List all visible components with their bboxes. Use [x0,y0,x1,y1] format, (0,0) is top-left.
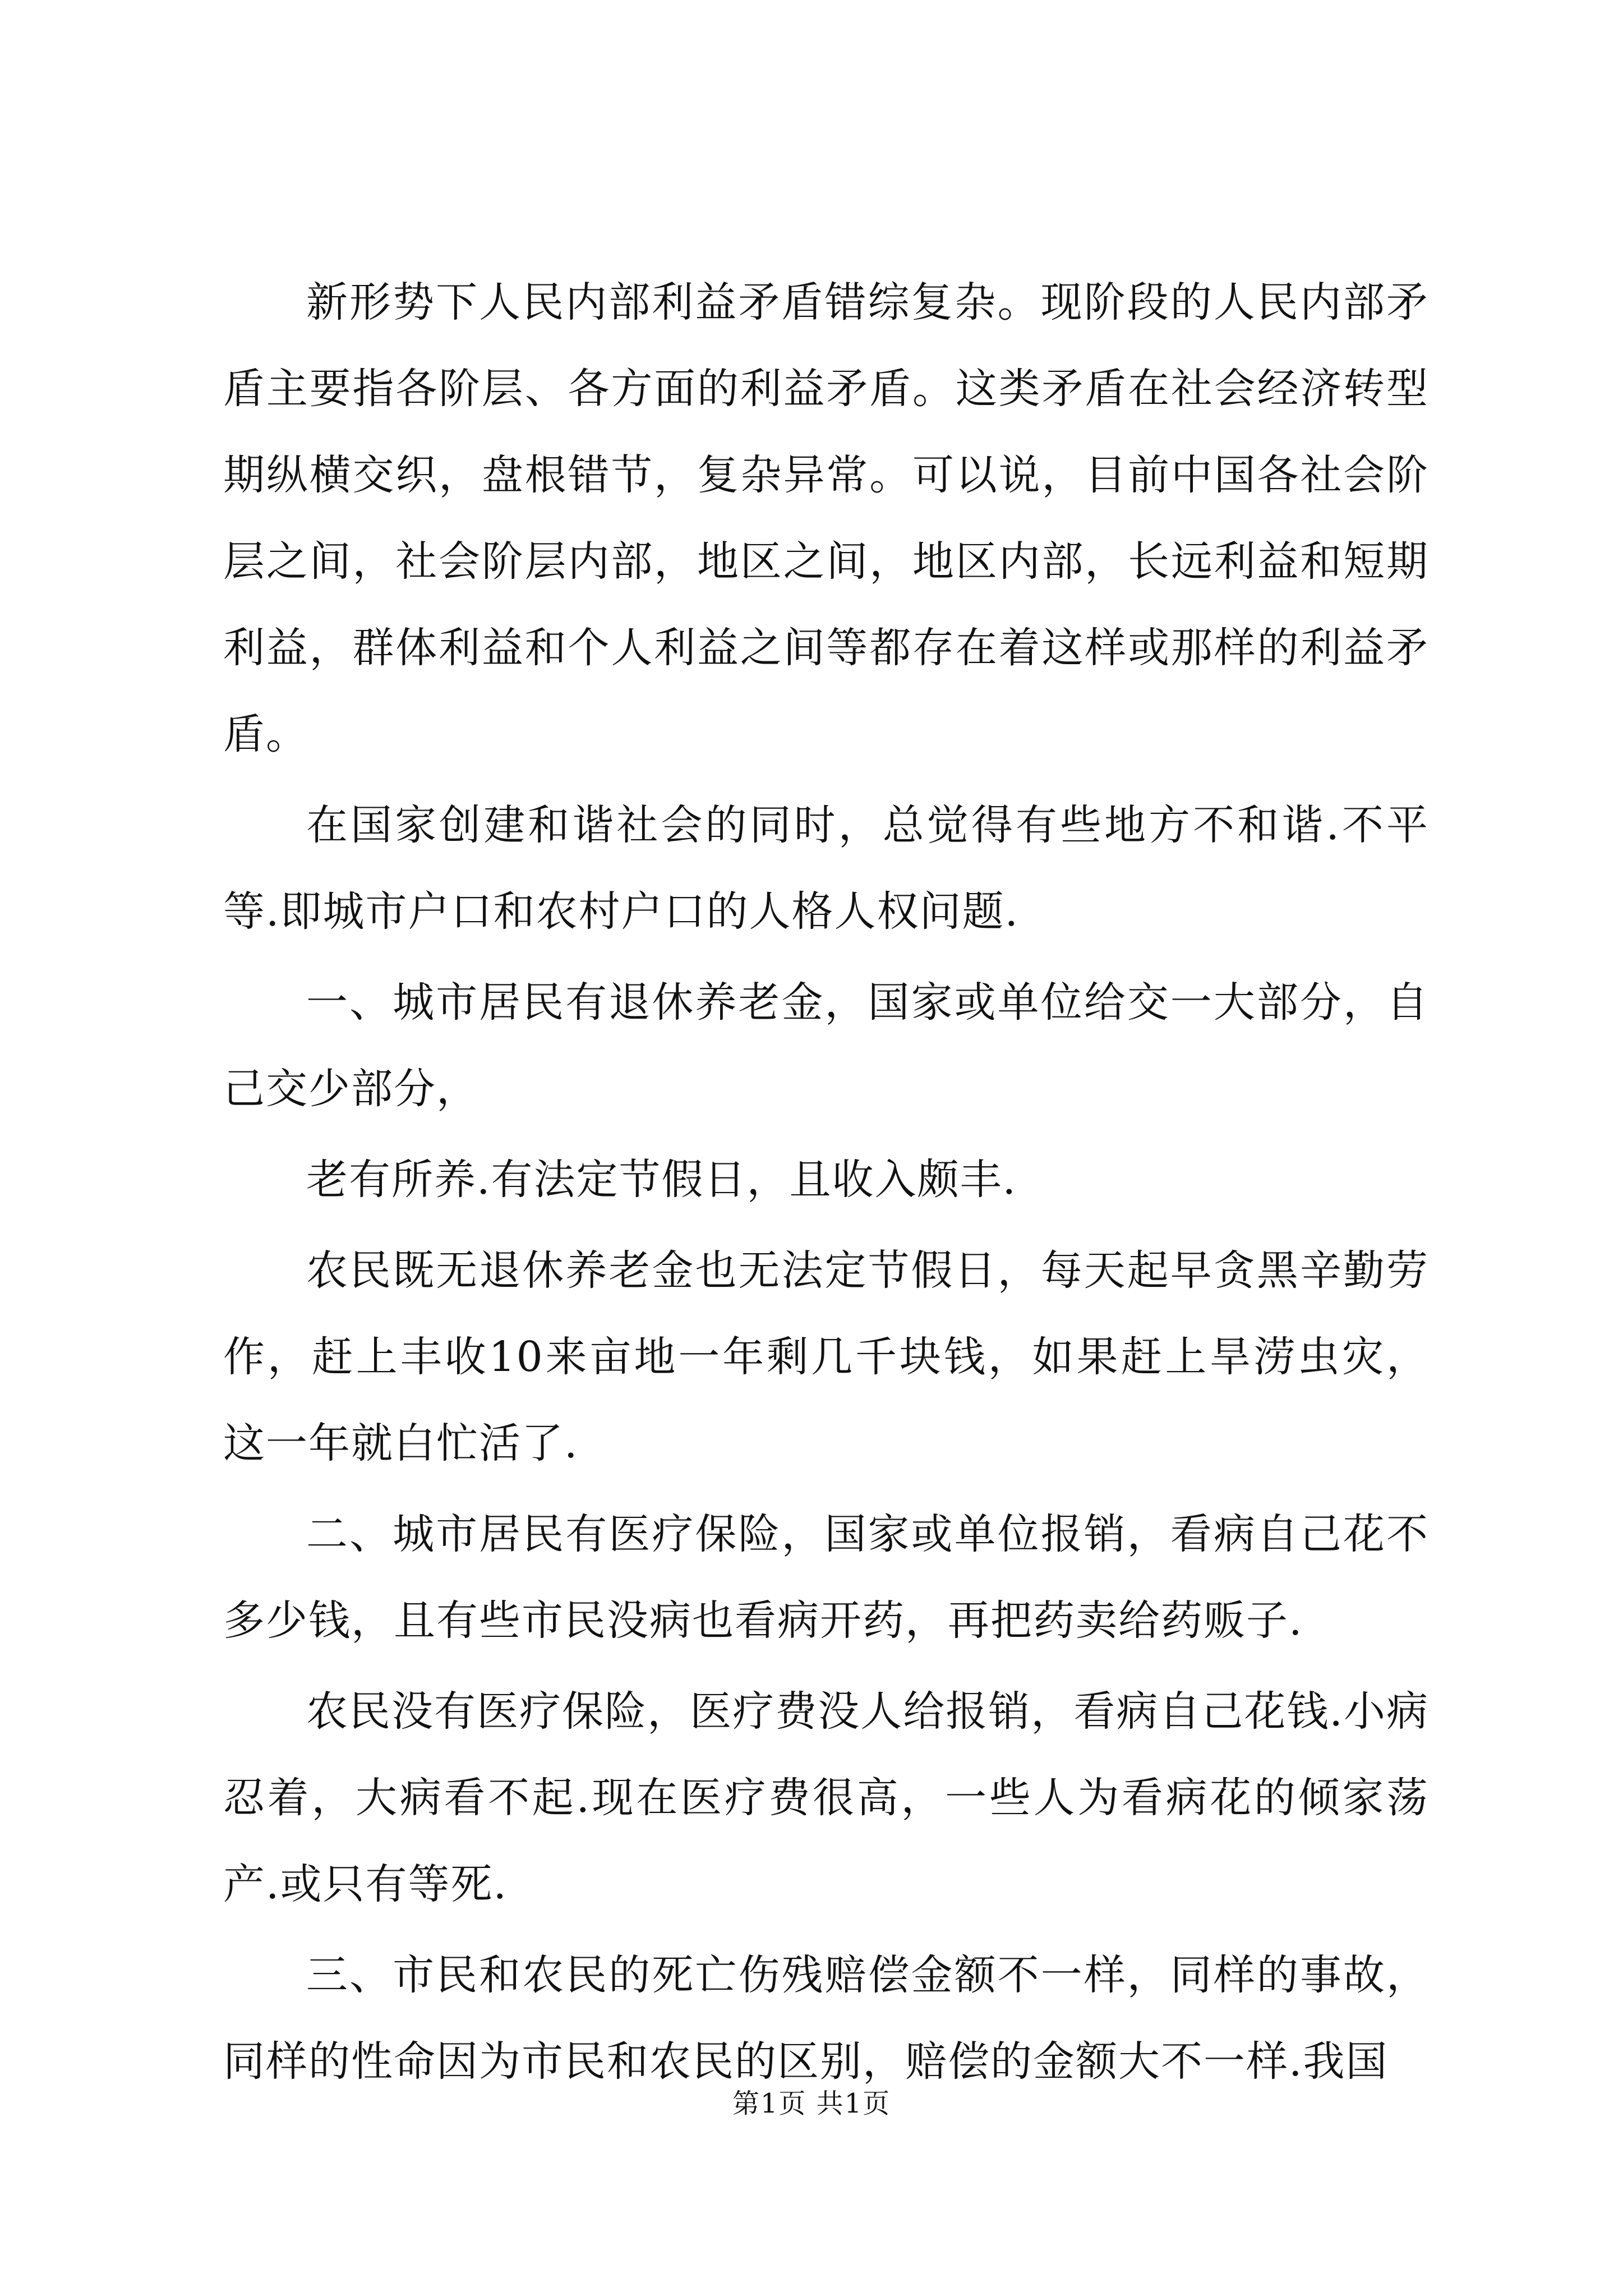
paragraph-1: 新形势下人民内部利益矛盾错综复杂。现阶段的人民内部矛盾主要指各阶层、各方面的利益矛盾。这类矛盾在社会经济转型期纵横交织，盘根错节，复杂异常。可以说，目前中国各社会阶层之间，社会阶层内部，地区之间，地区内部，长远利益和短期利益，群体利益和个人利益之间等都存在着这样或那样的利益矛盾。 [223,278,1429,758]
paragraph-2: 在国家创建和谐社会的同时，总觉得有些地方不和谐.不平等.即城市户口和农村户口的人格人权问题. [223,801,1429,936]
page-footer: 第1页 共1页 [732,2088,891,2119]
paragraph-6: 二、城市居民有医疗保险，国家或单位报销，看病自己花不多少钱，且有些市民没病也看病开药，再把药卖给药贩子. [223,1510,1429,1645]
paragraph-7: 农民没有医疗保险，医疗费没人给报销，看病自己花钱.小病忍着，大病看不起.现在医疗费很高，一些人为看病花的倾家荡产.或只有等死. [223,1687,1429,1908]
document-body [223,259,1429,2109]
paragraph-4: 老有所养.有法定节假日，且收入颇丰. [306,1156,1017,1204]
paragraph-8: 三、市民和农民的死亡伤残赔偿金额不一样，同样的事故，同样的性命因为市民和农民的区别，赔偿的金额大不一样.我国 [223,1951,1429,2086]
paragraph-5: 农民既无退休养老金也无法定节假日，每天起早贪黑辛勤劳作，赶上丰收10来亩地一年剩几千块钱，如果赶上旱涝虫灾，这一年就白忙活了. [223,1246,1429,1467]
paragraph-3: 一、城市居民有退休养老金，国家或单位给交一大部分，自己交少部分， [223,978,1429,1113]
